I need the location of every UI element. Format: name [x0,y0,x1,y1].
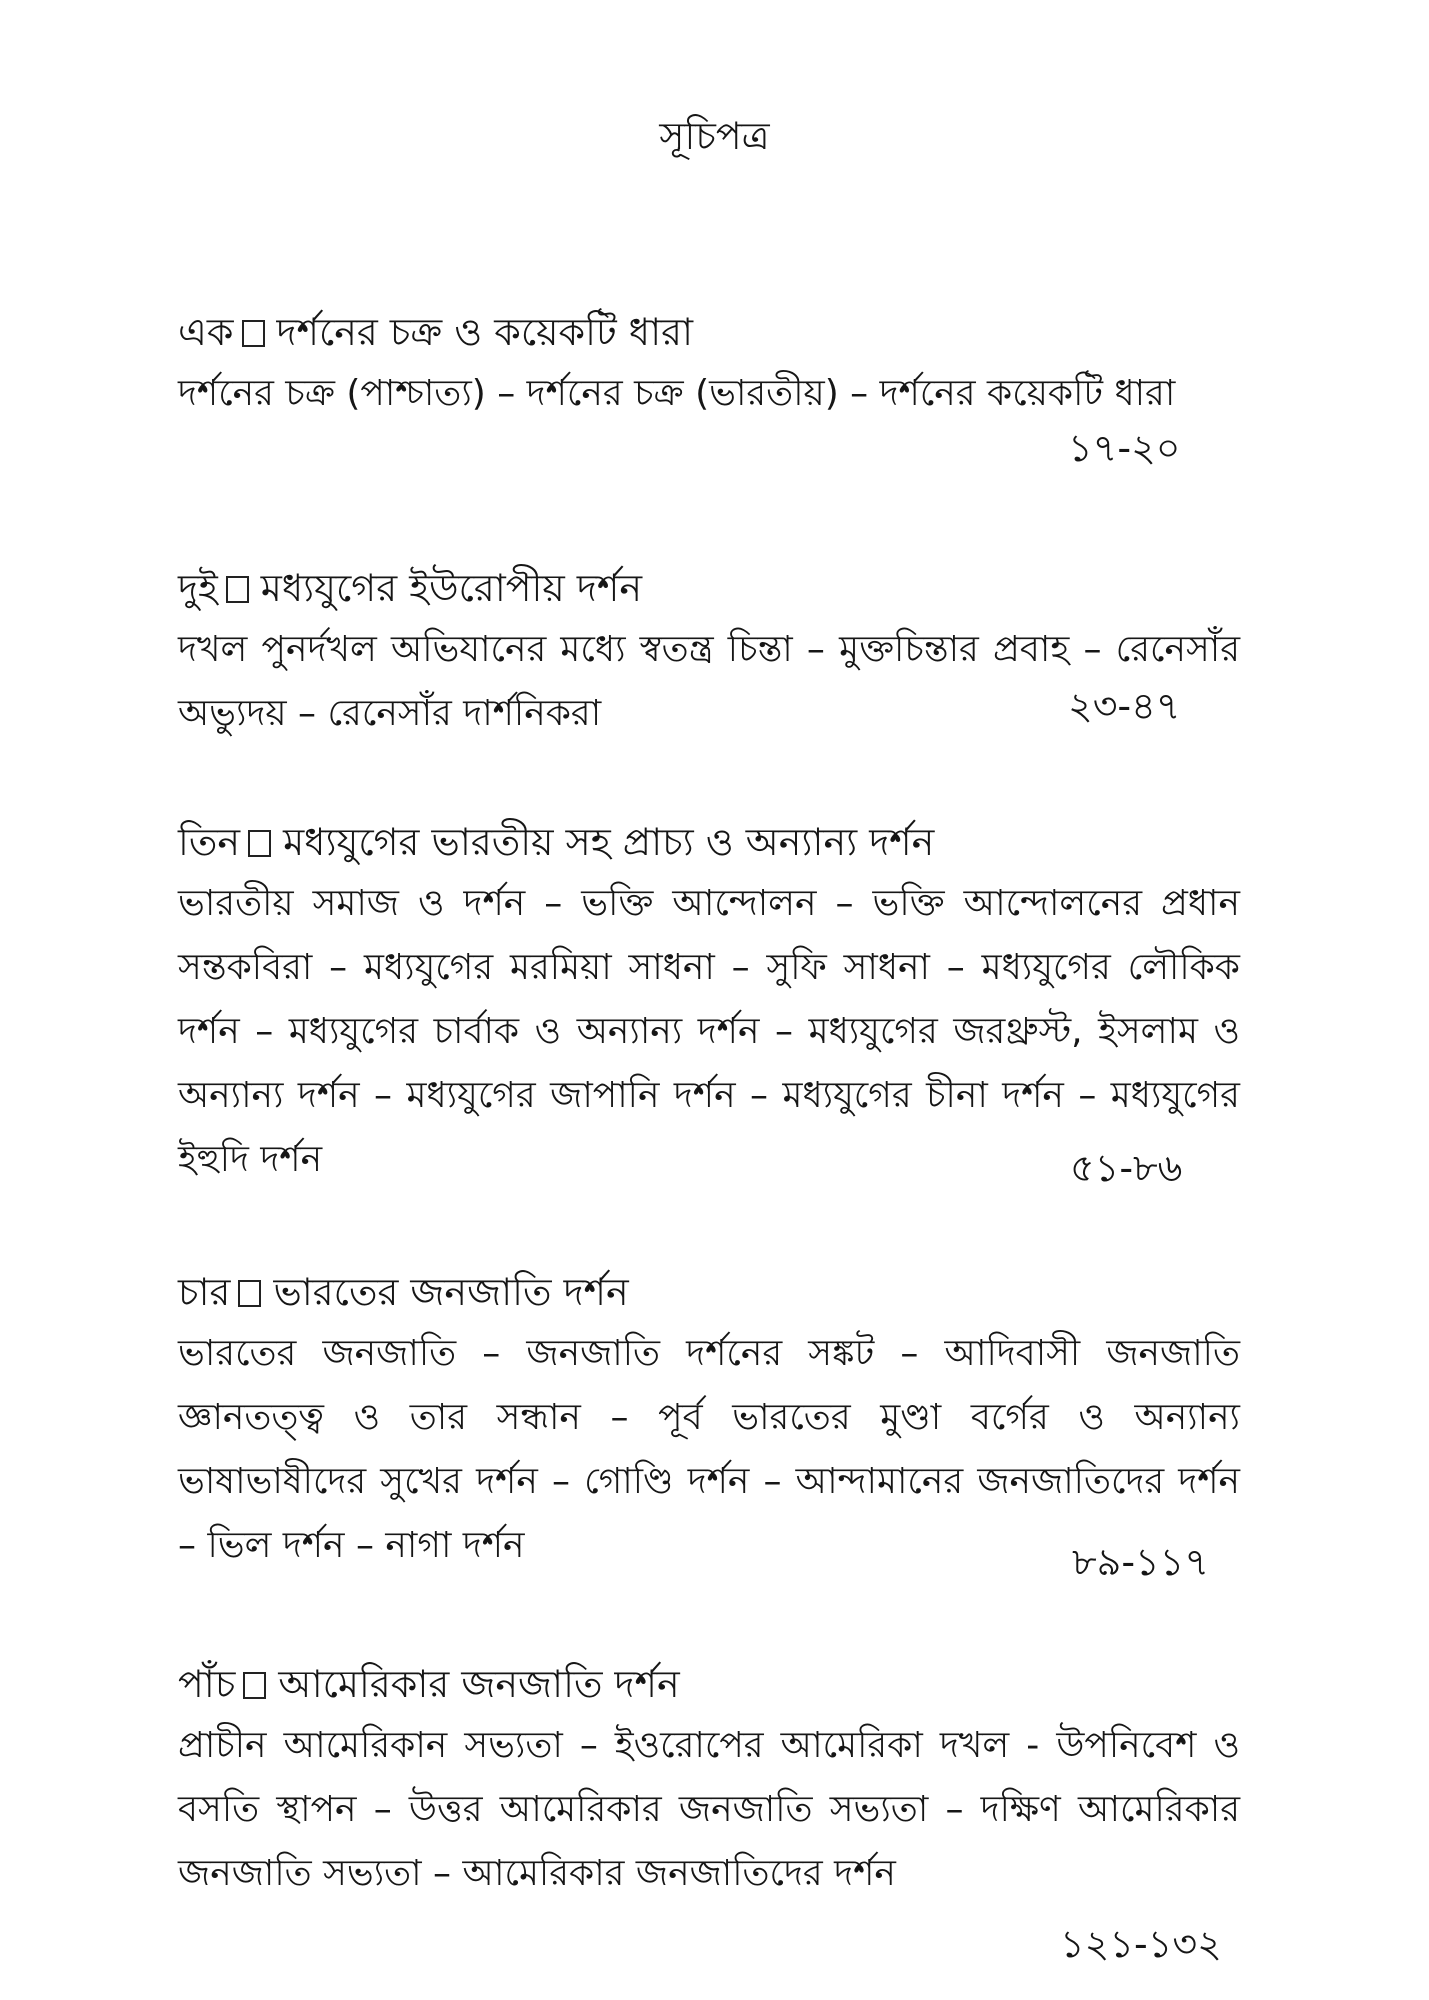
section-title: মধ্যযুগের ভারতীয় সহ প্রাচ্য ও অন্যান্য দর্শন [283,820,935,864]
section-title: ভারতের জনজাতি দর্শন [273,1270,629,1314]
contents-section-1 [178,302,1178,426]
section-number: চার [178,1270,231,1314]
section-number: তিন [178,820,241,864]
section-heading [178,1654,1240,1714]
section-topics: দখল পুনর্দখল অভিযানের মধ্যে স্বতন্ত্র চিন্তা – মুক্তচিন্তার প্রবাহ – রেনেসাঁর অভ্যুদয় – রেনেসাঁর দার্শনিকরা [178,629,1240,734]
section-heading [178,1262,1240,1322]
section-heading [178,558,1240,618]
square-bullet-icon [242,320,265,347]
page-range: ১২১-১৩২ [1060,1922,1222,1966]
square-bullet-icon [243,1672,266,1699]
section-title: মধ্যযুগের ইউরোপীয় দর্শন [260,566,643,610]
contents-section-4 [178,1262,1240,1578]
section-number: এক [178,310,234,354]
section-number: দুই [178,566,218,610]
section-topics: ভারতীয় সমাজ ও দর্শন – ভক্তি আন্দোলন – ভক্তি আন্দোলনের প্রধান সন্তকবিরা – মধ্যযুগের মরমিয়া সাধনা – সুফি সাধনা – মধ্যযুগের লৌকিক দর্শন – মধ্যযুগের চার্বাক ও অন্যান্য দর্শন – মধ্যযুগের জরথ্রুস্ট, ইসলাম ও অন্যান্য দর্শন – মধ্যযুগের জাপানি দর্শন – মধ্যযুগের চীনা দর্শন – মধ্যযুগের ইহুদি দর্শন [178,883,1240,1180]
section-topics: প্রাচীন আমেরিকান সভ্যতা – ইওরোপের আমেরিকা দখল - উপনিবেশ ও বসতি স্থাপন – উত্তর আমেরিকার জনজাতি সভ্যতা – দক্ষিণ আমেরিকার জনজাতি সভ্যতা – আমেরিকার জনজাতিদের দর্শন [178,1725,1240,1894]
section-heading [178,302,1178,362]
section-number: পাঁচ [178,1662,236,1706]
section-topics: ভারতের জনজাতি – জনজাতি দর্শনের সঙ্কট – আদিবাসী জনজাতি জ্ঞানতত্ত্ব ও তার সন্ধান – পূর্ব ভারতের মুণ্ডা বর্গের ও অন্যান্য ভাষাভাষীদের সুখের দর্শন – গোণ্ডি দর্শন – আন্দামানের জনজাতিদের দর্শন – ভিল দর্শন – নাগা দর্শন [178,1333,1240,1566]
square-bullet-icon [248,830,271,857]
section-title: দর্শনের চক্র ও কয়েকটি ধারা [276,310,694,354]
page-range: ৫১-৮৬ [1070,1146,1183,1190]
square-bullet-icon [238,1280,261,1307]
contents-section-3 [178,812,1240,1192]
page-range: ৮৯-১১৭ [1072,1540,1210,1584]
page-title: সূচিপত্র [659,114,770,158]
square-bullet-icon [226,576,249,603]
section-heading [178,812,1240,872]
section-title: আমেরিকার জনজাতি দর্শন [278,1662,680,1706]
page-range: ২৩-৪৭ [1068,684,1181,728]
contents-section-5 [178,1654,1240,1906]
page-range: ১৭-২০ [1068,426,1181,470]
section-topics: দর্শনের চক্র (পাশ্চাত্য) – দর্শনের চক্র (ভারতীয়) – দর্শনের কয়েকটি ধারা [178,373,1176,414]
